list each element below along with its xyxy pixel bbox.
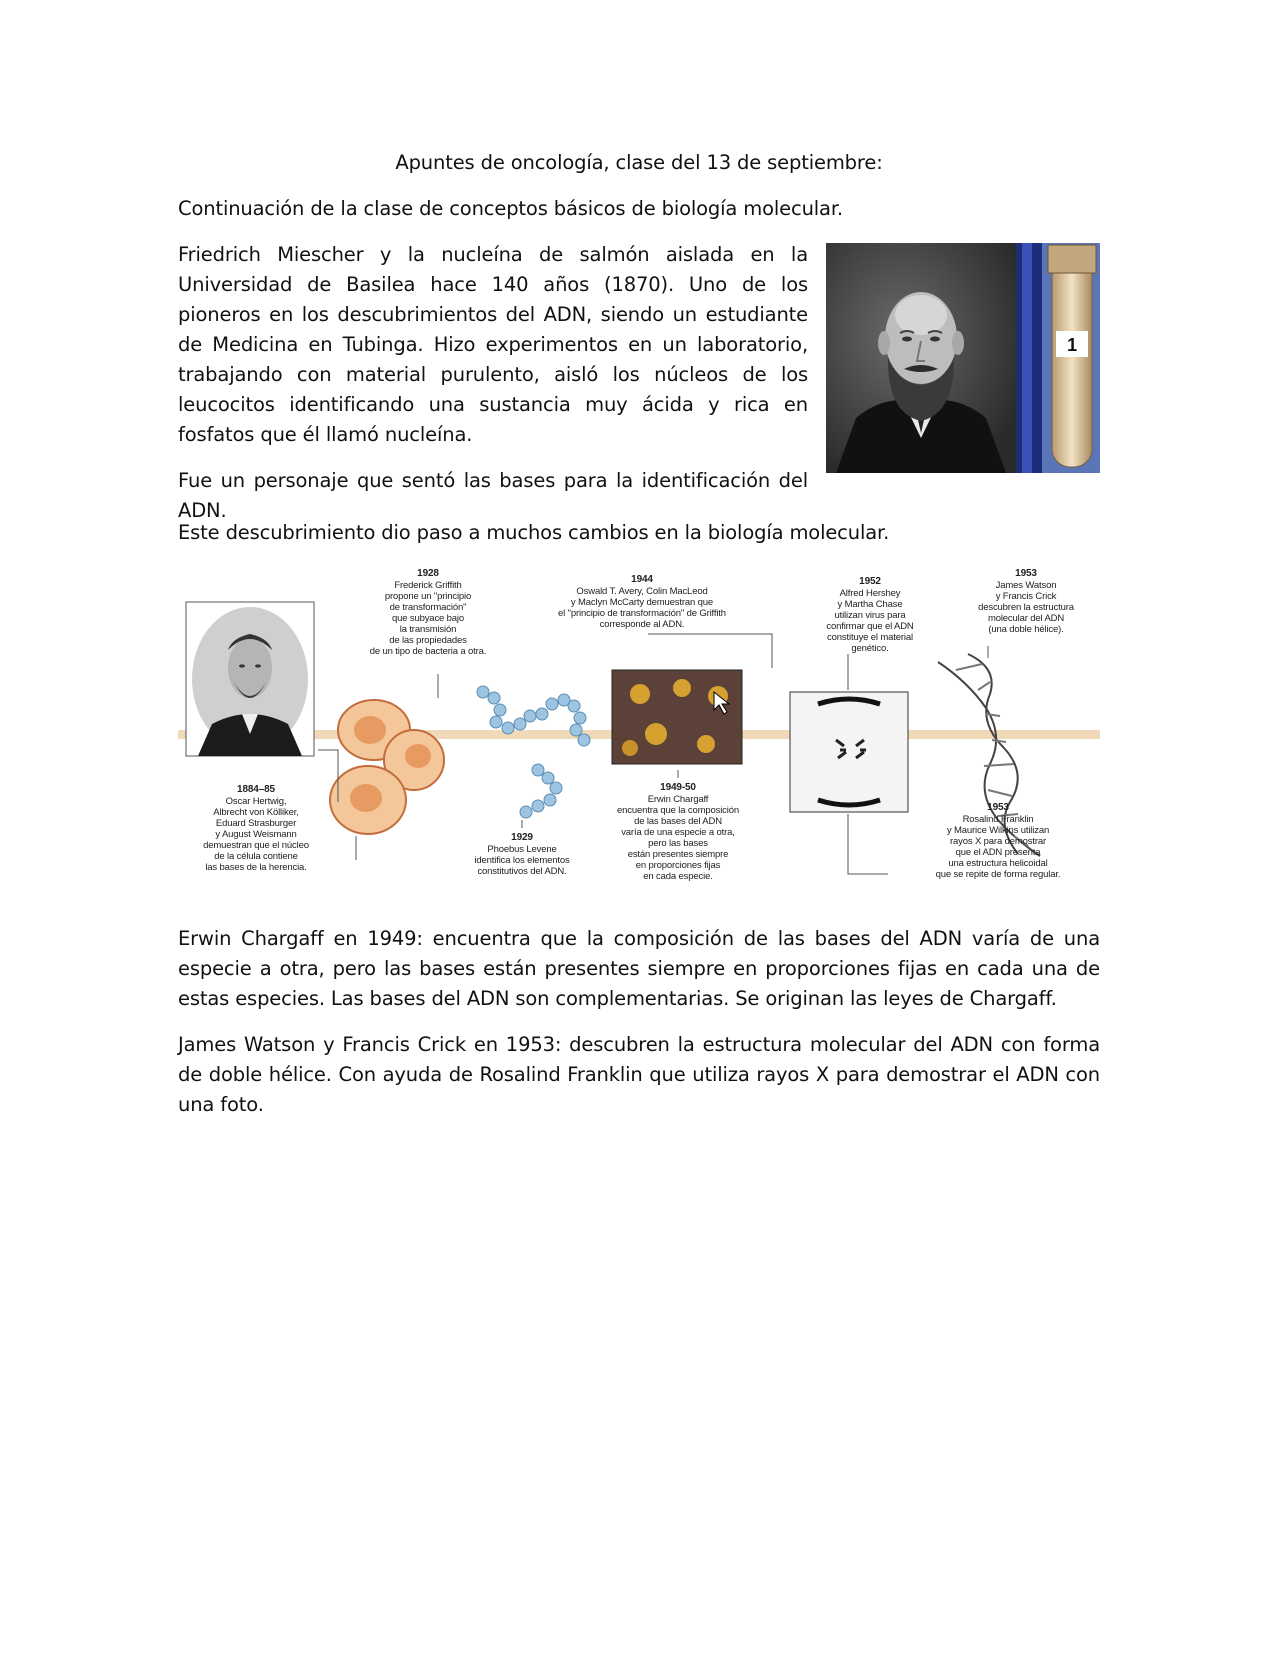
hertwig-portrait-image: [186, 602, 314, 756]
micrograph-image: [612, 670, 742, 764]
event-1953b-year: 1953: [987, 802, 1009, 813]
event-1952: [826, 576, 914, 654]
miescher-section: [178, 240, 1100, 522]
event-1949-line: están presentes siempre: [627, 849, 729, 860]
event-1884-line: y August Weismann: [215, 829, 297, 840]
miescher-text-column: [178, 240, 808, 542]
event-1953a-line: y Francis Crick: [995, 591, 1057, 602]
event-1929: [474, 832, 570, 877]
event-1953b-line: que el ADN presenta: [955, 847, 1041, 858]
event-1953-watson-crick: [978, 568, 1075, 635]
event-1944-line: y Maclyn McCarty demuestran que: [570, 597, 714, 608]
event-1884: [203, 784, 309, 873]
event-1928-line: propone un "principio: [384, 591, 472, 602]
event-1949-line: Erwin Chargaff: [647, 794, 709, 805]
event-1884-line: Oscar Hertwig,: [225, 796, 287, 807]
miescher-portrait-image: [826, 243, 1100, 473]
event-1952-line: genético.: [851, 643, 889, 654]
event-1929-line: identifica los elementos: [474, 855, 570, 866]
event-1953-franklin-wilkins: [936, 802, 1061, 880]
event-1884-year: 1884–85: [237, 784, 275, 795]
event-1929-year: 1929: [511, 832, 533, 843]
event-1949-line: pero las bases: [648, 838, 708, 849]
event-1952-line: utilizan virus para: [834, 610, 906, 621]
event-1952-year: 1952: [859, 576, 881, 587]
event-1928-line: de un tipo de bacteria a otra.: [369, 646, 487, 657]
watson-crick-paragraph: James Watson y Francis Crick en 1953: descubren la estructura molecular del ADN con forma de doble hélice. Con ayuda de Rosalind Franklin que utiliza rayos X para demostrar el ADN con una foto.: [178, 1033, 1100, 1116]
event-1953b-line: y Maurice Wilkins utilizan: [946, 825, 1050, 836]
bases-paragraph: Fue un personaje que sentó las bases para la identificación del ADN.: [178, 469, 808, 522]
document-body: [178, 148, 1100, 1136]
event-1944-line: Oswald T. Avery, Colin MacLeod: [576, 586, 708, 597]
event-1953b-line: una estructura helicoidal: [948, 858, 1048, 869]
event-1949-line: en cada especie.: [643, 871, 713, 882]
event-1953b-line: rayos X para demostrar: [950, 836, 1046, 847]
event-1884-line: de la célula contiene: [214, 851, 298, 862]
event-1949-line: encuentra que la composición: [616, 805, 740, 816]
document-title: Apuntes de oncología, clase del 13 de septiembre:: [395, 151, 883, 174]
event-1953b-line: Rosalind Franklin: [962, 814, 1034, 825]
event-1944: [558, 574, 726, 630]
bacteria-chains: [477, 686, 590, 818]
event-1953a-line: descubren la estructura: [978, 602, 1074, 613]
miescher-paragraph: Friedrich Miescher y la nucleína de salmón aislada en la Universidad de Basilea hace 140 años (1870). Uno de los pioneros en los descubrimientos del ADN, siendo un estudiante de Medicina en Tubinga. Hizo experimentos en un laboratorio, trabajando con material purulento, aisló los núcleos de los leucocitos identificando una sustancia muy ácida y rica en fosfatos que él llamó nucleína.: [178, 243, 808, 446]
event-1952-line: confirmar que el ADN: [826, 621, 914, 632]
dna-history-timeline-figure: [178, 564, 1100, 904]
cell-illustrations: [330, 700, 444, 834]
chargaff-paragraph: Erwin Chargaff en 1949: encuentra que la composición de las bases del ADN varía de una especie a otra, pero las bases están presentes siempre en proporciones fijas en cada una de estas especies. Las bases del ADN son complementarias. Se originan las leyes de Chargaff.: [178, 927, 1100, 1010]
event-1949-line: varía de una especie a otra,: [621, 827, 735, 838]
event-1944-line: el "principio de transformación" de Griffith: [558, 608, 726, 619]
event-1952-line: constituye el material: [827, 632, 913, 643]
event-1953a-line: James Watson: [995, 580, 1057, 591]
event-1884-line: las bases de la herencia.: [205, 862, 307, 873]
event-1928-line: la transmisión: [399, 624, 457, 635]
xray-diffraction-image: [790, 692, 908, 812]
event-1884-line: Albrecht von Kölliker,: [213, 807, 299, 818]
event-1949-line: de las bases del ADN: [634, 816, 722, 827]
event-1949-line: en proporciones fijas: [635, 860, 721, 871]
event-1884-line: demuestran que el núcleo: [203, 840, 309, 851]
discovery-paragraph: Este descubrimiento dio paso a muchos cambios en la biología molecular.: [178, 521, 890, 544]
event-1944-year: 1944: [631, 574, 653, 585]
event-1944-line: corresponde al ADN.: [599, 619, 685, 630]
event-1929-line: Phoebus Levene: [487, 844, 557, 855]
event-1884-line: Eduard Strasburger: [215, 818, 297, 829]
event-1928-line: que subyace bajo: [391, 613, 465, 624]
timeline-svg: [178, 564, 1100, 904]
event-1953a-line: (una doble hélice).: [988, 624, 1064, 635]
event-1949-year: 1949-50: [660, 782, 696, 793]
event-1953a-year: 1953: [1015, 568, 1037, 579]
event-1952-line: Alfred Hershey: [839, 588, 901, 599]
tube-label: 1: [1067, 335, 1077, 355]
event-1953a-line: molecular del ADN: [987, 613, 1065, 624]
subtitle-paragraph: Continuación de la clase de conceptos básicos de biología molecular.: [178, 197, 843, 220]
event-1928-line: Frederick Griffith: [394, 580, 462, 591]
event-1928-line: de transformación": [389, 602, 467, 613]
event-1928-line: de las propiedades: [389, 635, 467, 646]
event-1929-line: constitutivos del ADN.: [477, 866, 567, 877]
event-1953b-line: que se repite de forma regular.: [935, 869, 1061, 880]
event-1949: [617, 782, 739, 882]
event-1952-line: y Martha Chase: [837, 599, 903, 610]
event-1928: [370, 568, 486, 657]
event-1928-year: 1928: [417, 568, 439, 579]
